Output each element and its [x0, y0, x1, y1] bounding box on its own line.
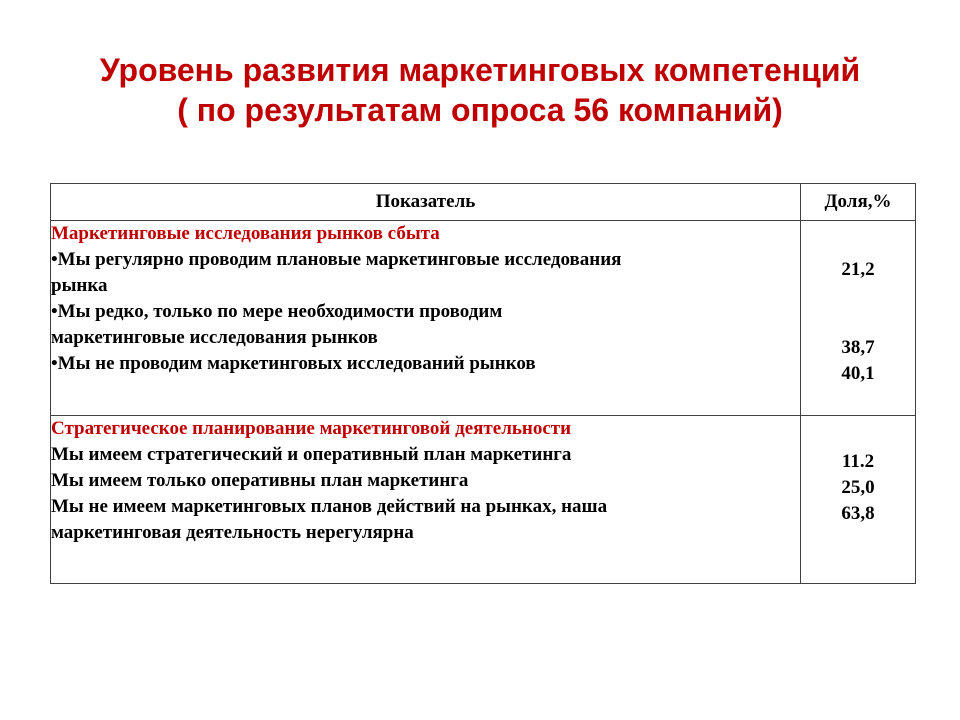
market-research-line-3: •Мы редко, только по мере необходимости проводим — [51, 301, 503, 322]
strategic-planning-description — [51, 416, 801, 584]
slide-title-line-2: ( по результатам опроса 56 компаний) — [177, 92, 783, 128]
strategic-planning-values — [801, 416, 916, 584]
strategic-planning-value-no-plan: 63,8 — [841, 503, 875, 524]
strategic-planning-line-3: Мы не имеем маркетинговых планов действий на рынках, наша — [51, 496, 608, 517]
market-research-value-regular: 21,2 — [841, 259, 875, 280]
table-row-market-research — [51, 221, 916, 416]
strategic-planning-value-full-plan: 11.2 — [841, 451, 875, 472]
strategic-planning-line-1: Мы имеем стратегический и оперативный план маркетинга — [51, 444, 572, 465]
header-indicator: Показатель — [51, 184, 801, 221]
market-research-value-rare: 38,7 — [841, 337, 875, 358]
slide-title — [0, 50, 960, 130]
market-research-line-4: маркетинговые исследования рынков — [51, 327, 378, 348]
market-research-section-title: Маркетинговые исследования рынков сбыта — [51, 223, 440, 244]
table-header-row — [51, 184, 916, 221]
market-research-line-5: •Мы не проводим маркетинговых исследований рынков — [51, 353, 536, 374]
strategic-planning-line-2: Мы имеем только оперативны план маркетинга — [51, 470, 469, 491]
market-research-line-2: рынка — [51, 275, 108, 296]
table-row-strategic-planning — [51, 416, 916, 584]
strategic-planning-value-operative-plan: 25,0 — [841, 477, 875, 498]
market-research-description — [51, 221, 801, 416]
strategic-planning-section-title: Стратегическое планирование маркетинговой деятельности — [51, 418, 572, 439]
survey-table — [50, 183, 916, 584]
market-research-line-1: •Мы регулярно проводим плановые маркетинговые исследования — [51, 249, 622, 270]
market-research-values — [801, 221, 916, 416]
header-share: Доля,% — [801, 184, 916, 221]
slide-title-line-1: Уровень развития маркетинговых компетенций — [99, 52, 861, 88]
market-research-value-none: 40,1 — [841, 363, 875, 384]
strategic-planning-line-4: маркетинговая деятельность нерегулярна — [51, 522, 414, 543]
